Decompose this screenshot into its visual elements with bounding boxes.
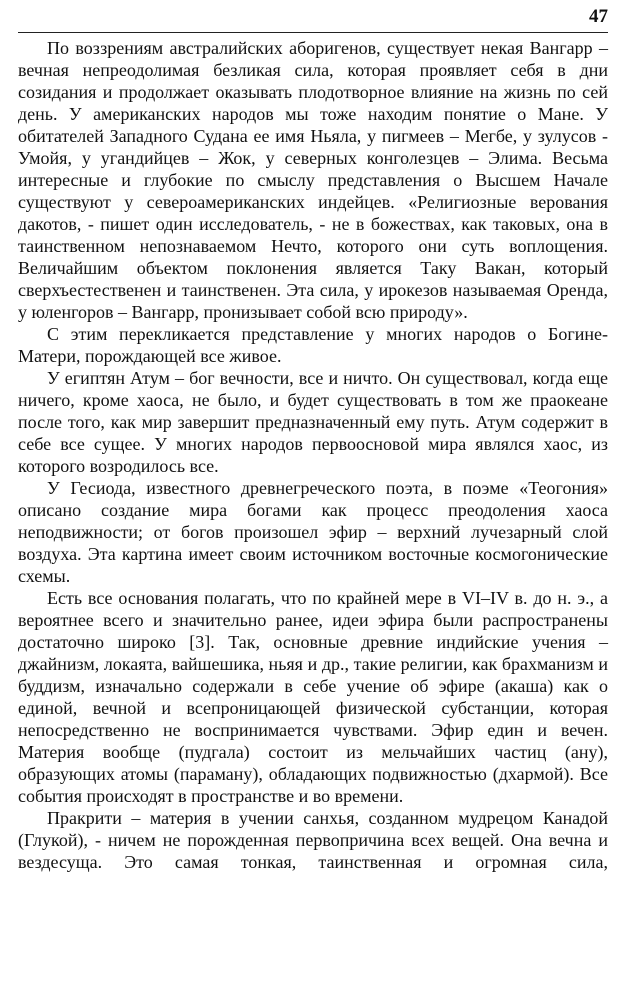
page-header [18, 0, 608, 33]
paragraph-egyptian-atum: У египтян Атум – бог вечности, все и ничто. Он существовал, когда еще ничего, кроме хаоса, не было, и будет существовать в том же праокеане после того, как мир завершит предназначенный ему путь. Атум содержит в себе все сущее. У многих народов первоосновой мира являлся хаос, из которого возродилось все. [18, 368, 608, 476]
paragraph-prakriti: Пракрити – материя в учении санхья, созданном мудрецом Канадой (Глукой), - ничем не порожденная первопричина всех вещей. Она вечна и вездесуща. Это самая тонкая, таинственная и огромная сила, [18, 808, 608, 872]
body-text [18, 37, 608, 873]
paragraph-hesiod-theogony: У Гесиода, известного древнегреческого поэта, в поэме «Теогония» описано создание мира богами как процесс преодоления хаоса неподвижности; от богов произошел эфир – верхний лучезарный слой воздуха. Эта картина имеет своим источником восточные космогонические схемы. [18, 478, 608, 586]
page-number: 47 [589, 6, 608, 27]
paragraph-mother-goddess: С этим перекликается представление у многих народов о Богине-Матери, порождающей все живое. [18, 324, 608, 366]
paragraph-aboriginal-beliefs: По воззрениям австралийских аборигенов, существует некая Вангарр – вечная непреодолимая безликая сила, которая проявляет себя в дни созидания и продолжает оказывать плодотворное влияние на жизнь по сей день. У американских народов мы тоже находим понятие о Мане. У обитателей Западного Судана ее имя Ньяла, у пигмеев – Мегбе, у зулусов - Умойя, у угандийцев – Жок, у северных конголезцев – Элима. Весьма интересные и глубокие по смыслу представления о Высшем Начале существуют у североамериканских индейцев. «Религиозные верования дакотов, - пишет один исследователь, - не в божествах, как таковых, она в таинственном непознаваемом Нечто, которого они суть воплощения. Величайшим объектом поклонения является Таку Вакан, который сверхъестественен и таинственен. Эта сила, у ирокезов называемая Оренда, у юленгоров – Вангарр, пронизывает собой всю природу». [18, 38, 608, 322]
document-page [18, 0, 608, 1000]
paragraph-indian-ether: Есть все основания полагать, что по крайней мере в VI–IV в. до н. э., а вероятнее всего и значительно ранее, идеи эфира были распространены достаточно широко [3]. Так, основные древние индийские учения – джайнизм, локаята, вайшешика, ньяя и др., такие религии, как брахманизм и буддизм, изначально содержали в себе учение об эфире (акаша) как о единой, вечной и всепроницающей физической субстанции, которая непосредственно не воспринимается чувствами. Эфир един и вечен. Материя вообще (пудгала) состоит из мельчайших частиц (ану), образующих атомы (параману), обладающих подвижностью (дхармой). Все события происходят в пространстве и во времени. [18, 588, 608, 806]
